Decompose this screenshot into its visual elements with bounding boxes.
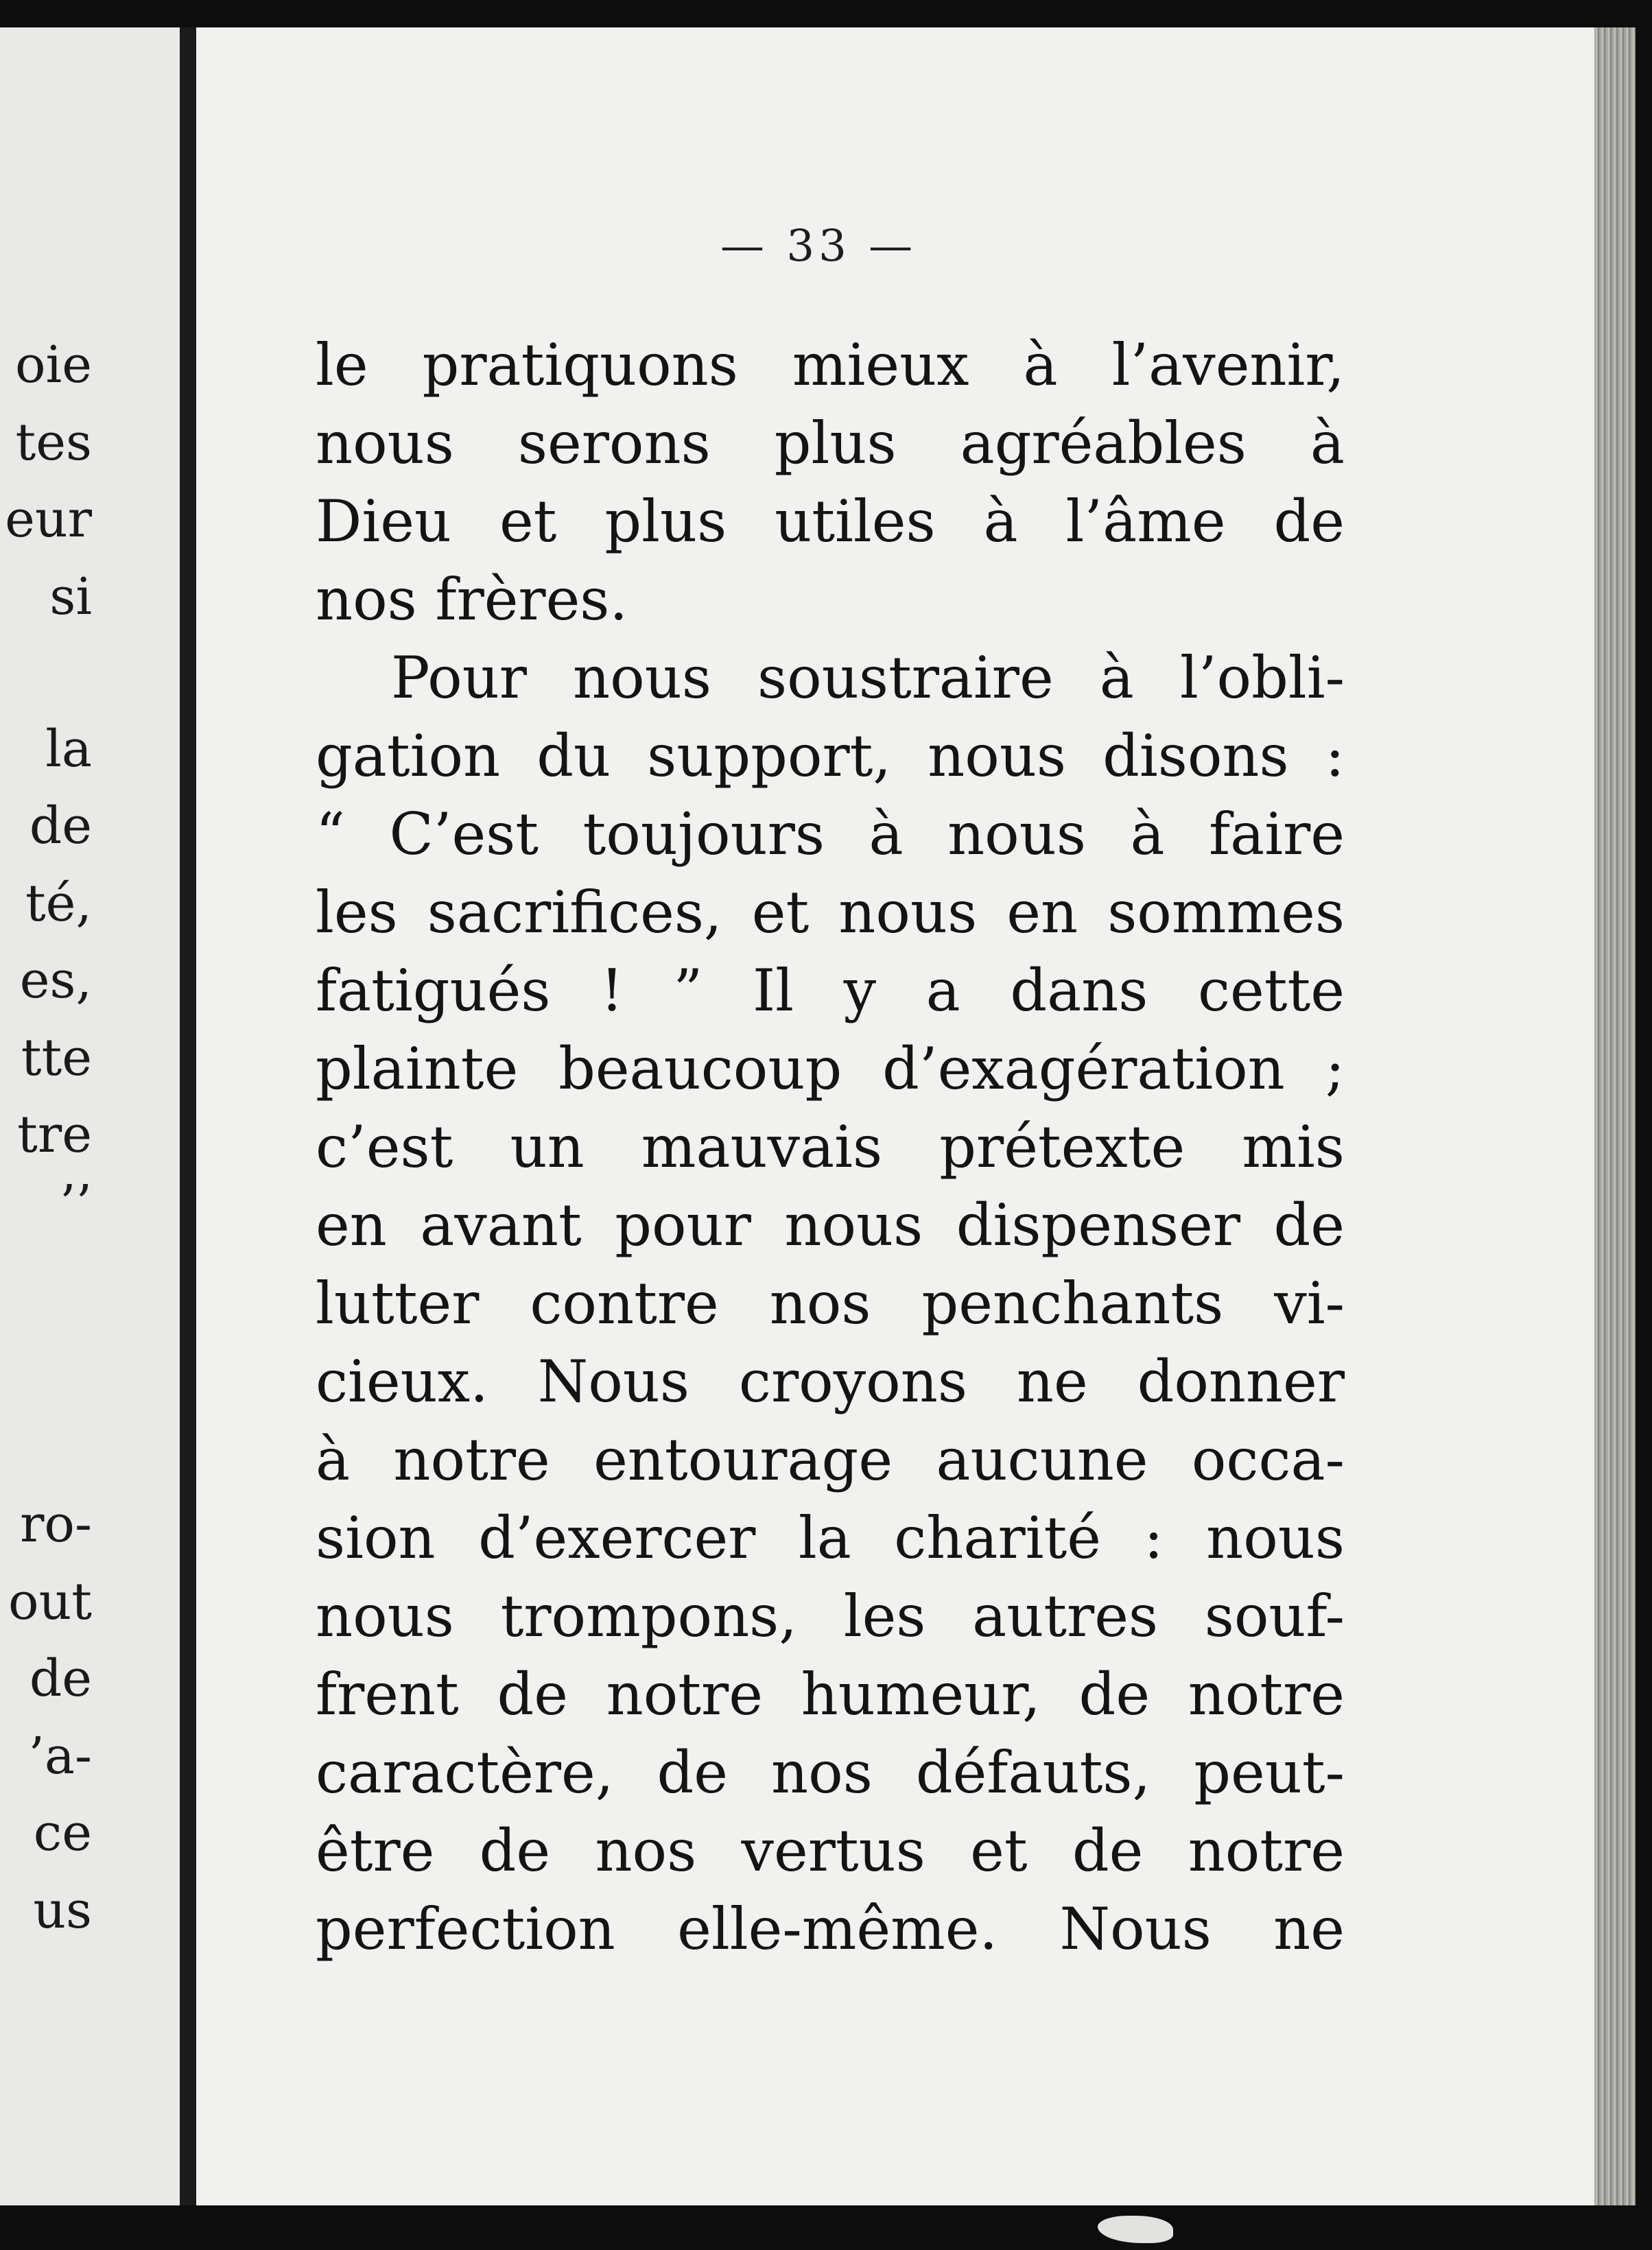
text-line: c’est un mauvais prétexte mis [316, 1113, 1345, 1181]
previous-page-fragment [0, 27, 180, 2205]
text-line: lutter contre nos penchants vi- [316, 1270, 1345, 1337]
text-line: caractère, de nos défauts, peut- [316, 1739, 1345, 1806]
text-line: le pratiquons mieux à l’avenir, [316, 331, 1345, 399]
text-line: les sacrifices, et nous en sommes [316, 879, 1345, 946]
left-fragment: oie [14, 335, 92, 394]
text-line: fatigués ! ” Il y a dans cette [316, 957, 1345, 1024]
left-fragment: tes [15, 413, 92, 472]
left-fragment: out [8, 1572, 92, 1631]
text-line: nous serons plus agréables à [316, 410, 1345, 477]
page-number: — 33 — [720, 221, 917, 272]
left-fragment: ro- [20, 1495, 92, 1554]
left-fragment: us [33, 1881, 92, 1940]
text-line: perfection elle-même. Nous ne [316, 1895, 1345, 1963]
left-fragment: si [49, 567, 92, 626]
left-fragment: ce [33, 1803, 92, 1862]
text-line: gation du support, nous disons : [316, 722, 1345, 790]
left-fragment: eur [5, 490, 92, 549]
left-fragment: de [29, 1649, 92, 1708]
body-text [316, 326, 1345, 1968]
text-line: nos frères. [316, 566, 628, 633]
left-fragment: es, [19, 951, 92, 1010]
left-fragment: de [29, 796, 92, 855]
left-fragment: la [45, 720, 92, 779]
left-fragment: ’a- [28, 1727, 92, 1786]
text-line: à notre entourage aucune occa- [316, 1426, 1345, 1493]
left-fragment: tre [17, 1105, 92, 1164]
left-fragment: tte [21, 1028, 92, 1087]
left-fragment: té, [25, 874, 92, 933]
page-edges [1594, 27, 1636, 2205]
text-line: sion d’exercer la charité : nous [316, 1504, 1345, 1572]
left-fragment: ’’ [59, 1174, 92, 1233]
scan-artifact [1098, 2216, 1173, 2243]
text-line: en avant pour nous dispenser de [316, 1192, 1345, 1259]
book-gutter [180, 27, 196, 2205]
text-line: cieux. Nous croyons ne donner [316, 1348, 1345, 1415]
text-line: Pour nous soustraire à l’obli- [391, 644, 1345, 711]
text-line: Dieu et plus utiles à l’âme de [316, 488, 1345, 555]
text-line: être de nos vertus et de notre [316, 1817, 1345, 1884]
text-line: frent de notre humeur, de notre [316, 1661, 1345, 1728]
text-line: plainte beaucoup d’exagération ; [316, 1035, 1345, 1102]
text-line: nous trompons, les autres souf- [316, 1583, 1345, 1650]
text-line: “ C’est toujours à nous à faire [316, 801, 1345, 868]
